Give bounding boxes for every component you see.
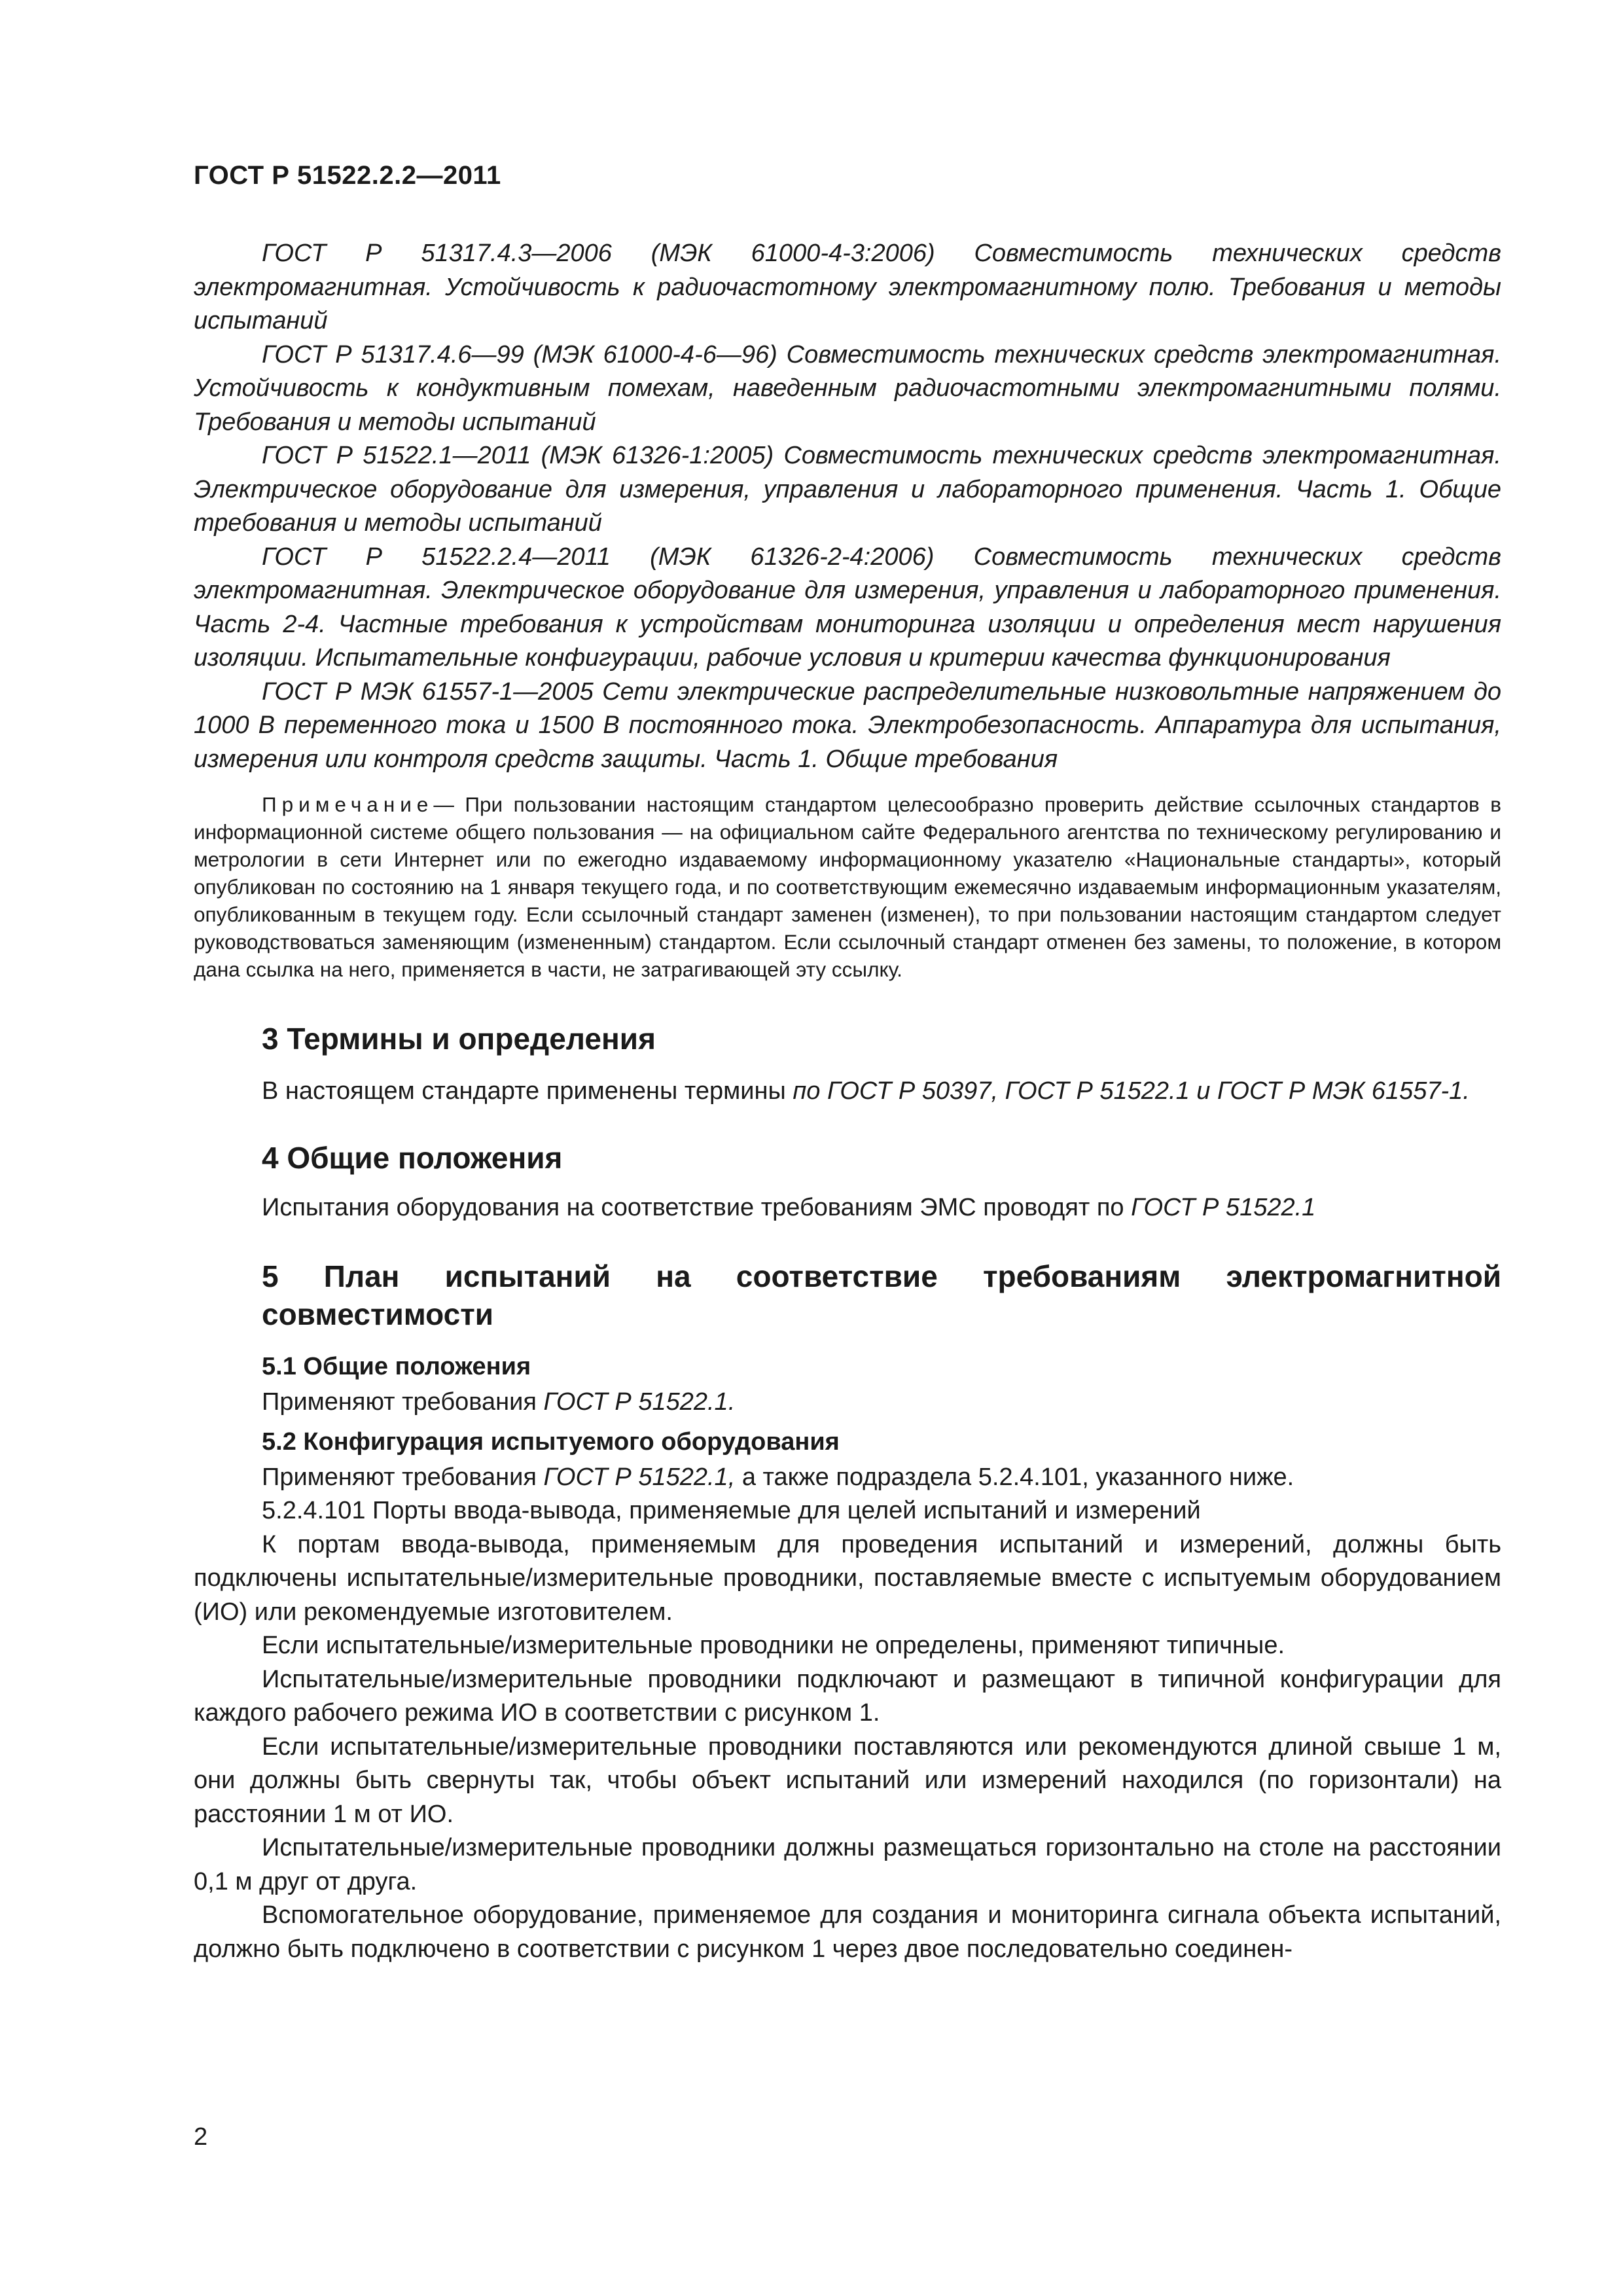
section-3-paragraph [194, 1075, 1501, 1109]
reference-item: ГОСТ Р 51317.4.3—2006 (МЭК 61000-4-3:2006) Совместимость технических средств электромагнитная. Устойчивость к радиочастотному электромагнитному полю. Требования и методы испытаний [194, 240, 1501, 334]
subsection-5-1-text: Применяют требования [262, 1388, 544, 1416]
section-3-heading: 3 Термины и определения [262, 1022, 656, 1056]
body-paragraph: Испытательные/измерительные проводники должны размещаться горизонтально на столе на расстоянии 0,1 м друг от друга. [194, 1834, 1501, 1895]
reference-item: ГОСТ Р 51317.4.6—99 (МЭК 61000-4-6—96) Совместимость технических средств электромагнитная. Устойчивость к кондуктивным помехам, наведенным радиочастотными электромагнитными полями. Требования и методы испытаний [194, 340, 1501, 436]
subsection-5-2-text: Применяют требования [262, 1463, 544, 1491]
reference-item: ГОСТ Р 51522.1—2011 (МЭК 61326-1:2005) Совместимость технических средств электромагнитная. Электрическое оборудование для измерения, управления и лабораторного применения. Часть 1. Общие требования и методы испытаний [194, 442, 1501, 537]
note-text: — При пользовании настоящим стандартом целесообразно проверить действие ссылочных стандартов в информационной системе общего пользования — на официальном сайте Федерального агентства по техническому регулированию и метрологии в сети Интернет или по ежегодно издаваемому информационному указателю «Национальные стандарты», который опубликован по состоянию на 1 января текущего года, и по соответствующим ежемесячно издаваемым информационным указателям, опубликованным в текущем году. Если ссылочный стандарт заменен (изменен), то при пользовании настоящим стандартом следует руководствоваться заменяющим (измененным) стандартом. Если ссылочный стандарт отменен без замены, то положение, в котором дана ссылка на него, применяется в части, не затрагивающей эту ссылку. [194, 793, 1501, 981]
subsection-5-1-heading: 5.1 Общие положения [262, 1353, 531, 1380]
section-3-body [194, 1075, 1501, 1109]
section-3-refs: по ГОСТ Р 50397, ГОСТ Р 51522.1 и ГОСТ Р МЭК 61557-1. [793, 1077, 1470, 1105]
section-3-text: В настоящем стандарте применены термины [262, 1077, 793, 1105]
normative-references-list [194, 237, 1501, 776]
section-4-paragraph [194, 1191, 1501, 1225]
reference-item: ГОСТ Р 51522.2.4—2011 (МЭК 61326-2-4:2006) Совместимость технических средств электромагнитная. Электрическое оборудование для измерения, управления и лабораторного применения. Часть 2-4. Частные требования к устройствам мониторинга изоляции и определения мест нарушения изоляции. Испытательные конфигурации, рабочие условия и критерии качества функционирования [194, 543, 1501, 672]
subsection-5-1-ref: ГОСТ Р 51522.1. [543, 1388, 736, 1416]
section-4-body [194, 1191, 1501, 1225]
body-paragraph: Испытательные/измерительные проводники подключают и размещают в типичной конфигурации для каждого рабочего режима ИО в соответствии с рисунком 1. [194, 1665, 1501, 1727]
body-paragraph: К портам ввода-вывода, применяемым для проведения испытаний и измерений, должны быть подключены испытательные/измерительные проводники, поставляемые вместе с испытуемым оборудованием (ИО) или рекомендуемые изготовителем. [194, 1530, 1501, 1626]
note-block [194, 791, 1501, 983]
reference-item: ГОСТ Р МЭК 61557-1—2005 Сети электрические распределительные низковольтные напряжением до 1000 В переменного тока и 1500 В постоянного тока. Электробезопасность. Аппаратура для испытания, измерения или контроля средств защиты. Часть 1. Общие требования [194, 677, 1501, 773]
subsection-5-2-ref: ГОСТ Р 51522.1, [543, 1463, 736, 1491]
section-5-heading: 5 План испытаний на соответствие требованиям электромагнитной совместимости [262, 1259, 1501, 1331]
section-4-text: Испытания оборудования на соответствие требованиям ЭМС проводят по [262, 1193, 1132, 1221]
document-header: ГОСТ Р 51522.2.2—2011 [194, 161, 501, 190]
body-paragraph: Если испытательные/измерительные проводники не определены, применяют типичные. [262, 1632, 1285, 1659]
page-content [194, 237, 1501, 1966]
subsection-5-1-paragraph [194, 1386, 1501, 1420]
note-label: Примечание [262, 793, 434, 816]
subsection-5-2-body [194, 1461, 1501, 1967]
subsection-5-1-body [194, 1386, 1501, 1420]
subsection-5-2-text-end: а также подраздела 5.2.4.101, указанного ниже. [735, 1463, 1294, 1491]
body-paragraph: Вспомогательное оборудование, применяемое для создания и мониторинга сигнала объекта испытаний, должно быть подключено в соответствии с рисунком 1 через двое последовательно соединен- [194, 1901, 1501, 1963]
body-paragraph: 5.2.4.101 Порты ввода-вывода, применяемые для целей испытаний и измерений [262, 1497, 1201, 1524]
subsection-5-2-heading: 5.2 Конфигурация испытуемого оборудования [262, 1428, 840, 1456]
section-4-ref: ГОСТ Р 51522.1 [1131, 1193, 1316, 1221]
subsection-5-2-paragraph [194, 1461, 1501, 1495]
section-4-heading: 4 Общие положения [262, 1140, 563, 1175]
body-paragraph: Если испытательные/измерительные проводники поставляются или рекомендуются длиной свыше 1 м, они должны быть свернуты так, чтобы объект испытаний или измерений находился (по горизонтали) на расстоянии 1 м от ИО. [194, 1732, 1501, 1828]
page-number: 2 [194, 2123, 208, 2151]
